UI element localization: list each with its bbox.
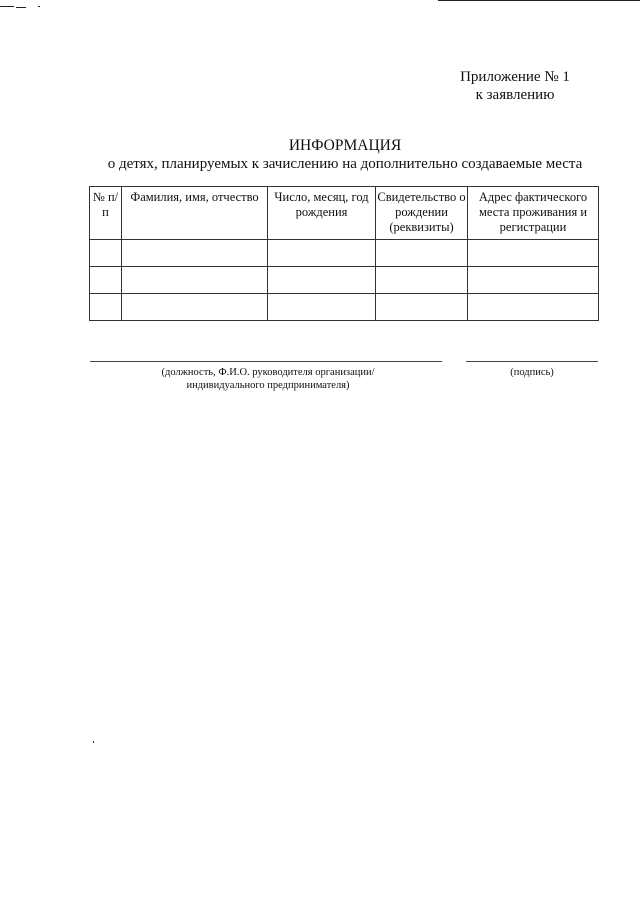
table-cell [468, 294, 599, 321]
appendix-label [440, 68, 590, 104]
signature-line [466, 361, 598, 362]
scan-artifact [93, 741, 94, 743]
column-header-birth-date: Число, месяц, год рождения [268, 187, 376, 240]
table-header-row [90, 187, 599, 240]
table-row [90, 240, 599, 267]
table-cell [122, 267, 268, 294]
table-cell [268, 267, 376, 294]
table-cell [122, 240, 268, 267]
children-info-table [89, 186, 599, 321]
table-cell [376, 294, 468, 321]
table-cell [268, 240, 376, 267]
scan-artifact [438, 0, 640, 1]
scan-artifact [16, 7, 26, 8]
table-cell [468, 267, 599, 294]
document-subtitle: о детях, планируемых к зачислению на дополнительно создаваемые места [107, 156, 583, 172]
column-header-address: Адрес фактического места проживания и регистрации [468, 187, 599, 240]
table-cell [376, 267, 468, 294]
table-cell [468, 240, 599, 267]
scan-artifact [38, 6, 40, 7]
document-title: ИНФОРМАЦИЯ [288, 137, 402, 154]
table-cell [268, 294, 376, 321]
column-header-full-name: Фамилия, имя, отчество [122, 187, 268, 240]
table-cell [122, 294, 268, 321]
table-cell [376, 240, 468, 267]
table-cell [90, 294, 122, 321]
appendix-number: Приложение № 1 [460, 69, 570, 85]
table-cell [90, 240, 122, 267]
table-row [90, 267, 599, 294]
table-cell [90, 267, 122, 294]
column-header-birth-certificate: Свидетельство о рождении (реквизиты) [376, 187, 468, 240]
appendix-reference: к заявлению [475, 87, 555, 103]
signature-caption: (подпись) [510, 367, 554, 378]
position-signature-line [90, 361, 442, 362]
column-header-number: № п/п [90, 187, 122, 240]
position-caption: (должность, Ф.И.О. руководителя организации/ индивидуального предпринимателя) [161, 367, 375, 391]
scan-artifact [0, 6, 14, 7]
table-row [90, 294, 599, 321]
